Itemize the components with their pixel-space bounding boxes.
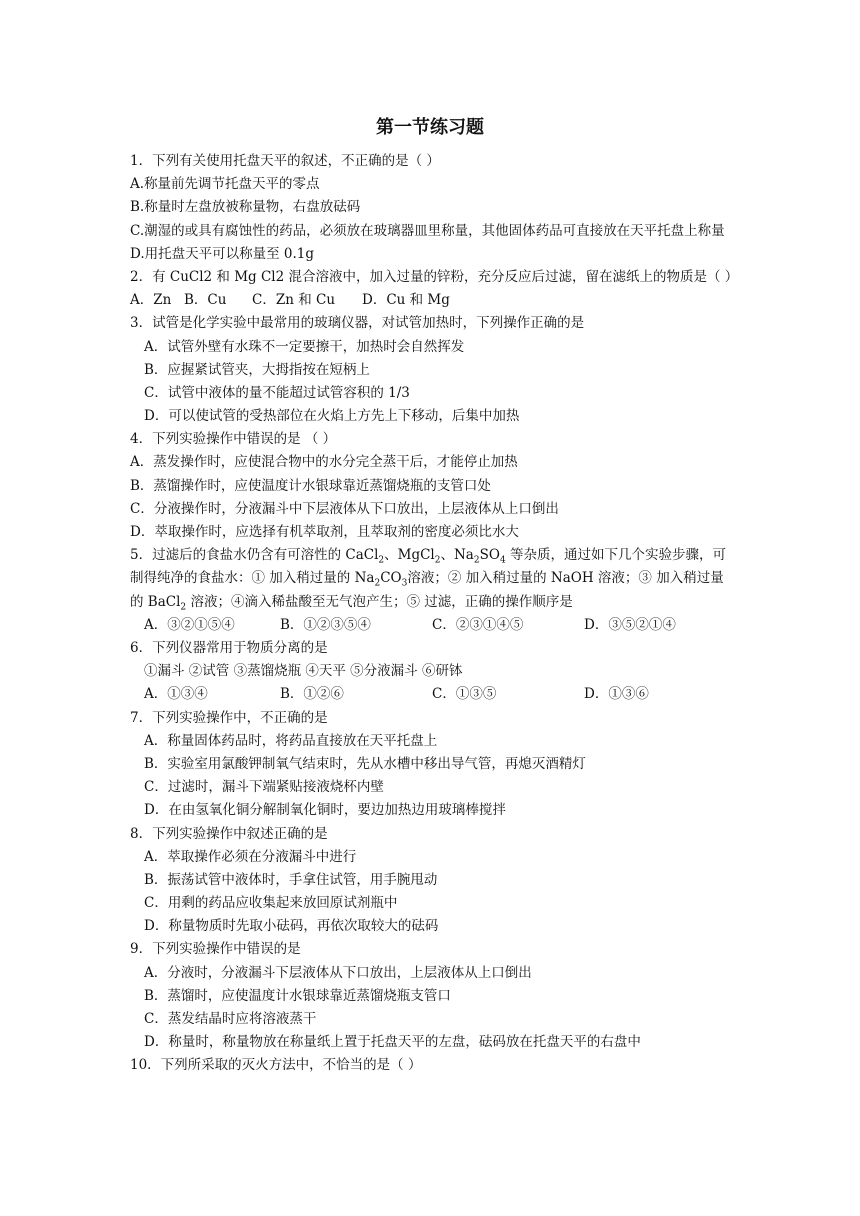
question-7-option-d: D．在由氢氧化铜分解制氧化铜时，要边加热边用玻璃棒搅拌 xyxy=(144,802,506,819)
question-8-stem: 8．下列实验操作中叙述正确的是 xyxy=(130,825,328,842)
question-5-options xyxy=(130,614,732,637)
question-4 xyxy=(130,428,732,544)
question-6-options xyxy=(130,683,732,706)
question-5-stem-text: SO xyxy=(479,547,500,564)
question-6-items: ①漏斗 ②试管 ③蒸馏烧瓶 ④天平 ⑤分液漏斗 ⑥研钵 xyxy=(144,663,463,680)
question-7 xyxy=(130,707,732,823)
question-6-option-a: A．①③④ xyxy=(144,686,208,703)
question-2 xyxy=(130,266,739,312)
question-9 xyxy=(130,938,732,1054)
question-5-stem xyxy=(130,544,732,614)
question-5-option-d: D．③⑤②①④ xyxy=(584,616,676,633)
question-6-stem: 6．下列仪器常用于物质分离的是 xyxy=(130,640,328,657)
question-8-option-c: C．用剩的药品应收集起来放回原试剂瓶中 xyxy=(144,895,398,912)
question-7-stem: 7．下列实验操作中，不正确的是 xyxy=(130,709,328,726)
question-8-option-b: B．振荡试管中液体时，手拿住试管，用手腕甩动 xyxy=(144,871,438,888)
question-2-stem: 2．有 CuCl2 和 Mg Cl2 混合溶液中，加入过量的锌粉，充分反应后过滤，留在滤纸上的物质是（ ） xyxy=(130,268,739,285)
question-5-option-a: A．③②①⑤④ xyxy=(144,616,235,633)
question-5-stem-text: 溶液；② 加入稍过量的 NaOH 溶液；③ 加入稍过量的 BaCl xyxy=(130,570,724,610)
question-2-option-b: B．Cu xyxy=(184,292,227,309)
question-3-option-a: A．试管外壁有水珠不一定要擦干，加热时会自然挥发 xyxy=(144,338,465,355)
question-5-option-b: B．①②③⑤④ xyxy=(280,616,371,633)
question-2-options xyxy=(130,289,732,312)
question-5-stem-text: 等杂质，通过如下几个实验步骤，可制得纯净的食盐水：① 加入稍过量的 Na xyxy=(130,547,726,587)
question-6-option-b: B．①②⑥ xyxy=(280,686,344,703)
question-5-option-c: C．②③①④⑤ xyxy=(432,616,524,633)
question-3-option-b: B．应握紧试管夹，大拇指按在短柄上 xyxy=(144,361,370,378)
question-5-stem-text: 、MgCl xyxy=(384,547,435,564)
question-1-option-b: B.称量时左盘放被称量物，右盘放砝码 xyxy=(130,199,361,216)
question-9-option-a: A．分液时，分液漏斗下层液体从下口放出，上层液体从上口倒出 xyxy=(144,964,532,981)
question-10-stem: 10．下列所采取的灭火方法中，不恰当的是（ ） xyxy=(130,1057,422,1074)
question-5-stem-text: 溶液；④滴入稀盐酸至无气泡产生；⑤ 过滤，正确的操作顺序是 xyxy=(186,593,573,610)
question-7-option-a: A．称量固体药品时，将药品直接放在天平托盘上 xyxy=(144,732,438,749)
question-2-option-c: C．Zn 和 Cu xyxy=(252,292,336,309)
subscript: 2 xyxy=(378,555,385,566)
question-5-stem-text: 、Na xyxy=(440,547,474,564)
question-9-option-c: C．蒸发结晶时应将溶液蒸干 xyxy=(144,1011,317,1028)
question-1-option-c: C.潮湿的或具有腐蚀性的药品，必须放在玻璃器皿里称量，其他固体药品可直接放在天平托盘上称量 xyxy=(130,222,725,239)
subscript: 3 xyxy=(401,579,408,590)
question-4-stem: 4．下列实验操作中错误的是 （ ） xyxy=(130,431,337,448)
question-7-option-c: C．过滤时，漏斗下端紧贴接液烧杯内壁 xyxy=(144,779,384,796)
question-6-option-c: C．①③⑤ xyxy=(432,686,497,703)
question-5-stem-text: CO xyxy=(380,570,402,587)
subscript: 4 xyxy=(499,555,506,566)
page-title: 第一节练习题 xyxy=(376,117,484,138)
question-6-option-d: D．①③⑥ xyxy=(584,686,649,703)
question-1 xyxy=(130,150,732,266)
question-5-stem-text: 5．过滤后的食盐水仍含有可溶性的 CaCl xyxy=(130,547,379,564)
question-9-option-b: B．蒸馏时，应使温度计水银球靠近蒸馏烧瓶支管口 xyxy=(144,987,451,1004)
question-4-option-b: B．蒸馏操作时，应使温度计水银球靠近蒸馏烧瓶的支管口处 xyxy=(130,477,491,494)
question-2-option-d: D．Cu 和 Mg xyxy=(362,292,450,309)
subscript: 2 xyxy=(180,602,187,613)
question-9-stem: 9．下列实验操作中错误的是 xyxy=(130,941,301,958)
question-6 xyxy=(130,637,732,707)
subscript: 2 xyxy=(374,579,381,590)
question-3 xyxy=(130,312,732,428)
exercise-body xyxy=(130,150,739,1078)
question-3-stem: 3．试管是化学实验中最常用的玻璃仪器，对试管加热时，下列操作正确的是 xyxy=(130,315,585,332)
question-2-option-a: A．Zn xyxy=(130,292,172,309)
question-8-option-d: D．称量物质时先取小砝码，再依次取较大的砝码 xyxy=(144,918,439,935)
question-8 xyxy=(130,823,732,939)
question-7-option-b: B．实验室用氯酸钾制氧气结束时，先从水槽中移出导气管，再熄灭酒精灯 xyxy=(144,755,586,772)
question-4-option-d: D．萃取操作时，应选择有机萃取剂，且萃取剂的密度必须比水大 xyxy=(130,524,519,541)
question-1-option-a: A.称量前先调节托盘天平的零点 xyxy=(130,176,320,193)
question-3-option-d: D．可以使试管的受热部位在火焰上方先上下移动，后集中加热 xyxy=(144,408,520,425)
question-4-option-a: A．蒸发操作时，应使混合物中的水分完全蒸干后，才能停止加热 xyxy=(130,454,518,471)
question-8-option-a: A．萃取操作必须在分液漏斗中进行 xyxy=(144,848,357,865)
question-5 xyxy=(130,544,732,637)
subscript: 2 xyxy=(434,555,441,566)
question-1-stem: 1．下列有关使用托盘天平的叙述，不正确的是（ ） xyxy=(130,153,440,169)
question-3-option-c: C．试管中液体的量不能超过试管容积的 1/3 xyxy=(144,384,410,401)
question-10 xyxy=(130,1054,732,1077)
question-4-option-c: C．分液操作时，分液漏斗中下层液体从下口放出，上层液体从上口倒出 xyxy=(130,500,559,517)
subscript: 2 xyxy=(473,555,480,566)
question-1-option-d: D.用托盘天平可以称量至 0.1g xyxy=(130,245,315,262)
question-9-option-d: D．称量时，称量物放在称量纸上置于托盘天平的左盘，砝码放在托盘天平的右盘中 xyxy=(144,1034,641,1051)
